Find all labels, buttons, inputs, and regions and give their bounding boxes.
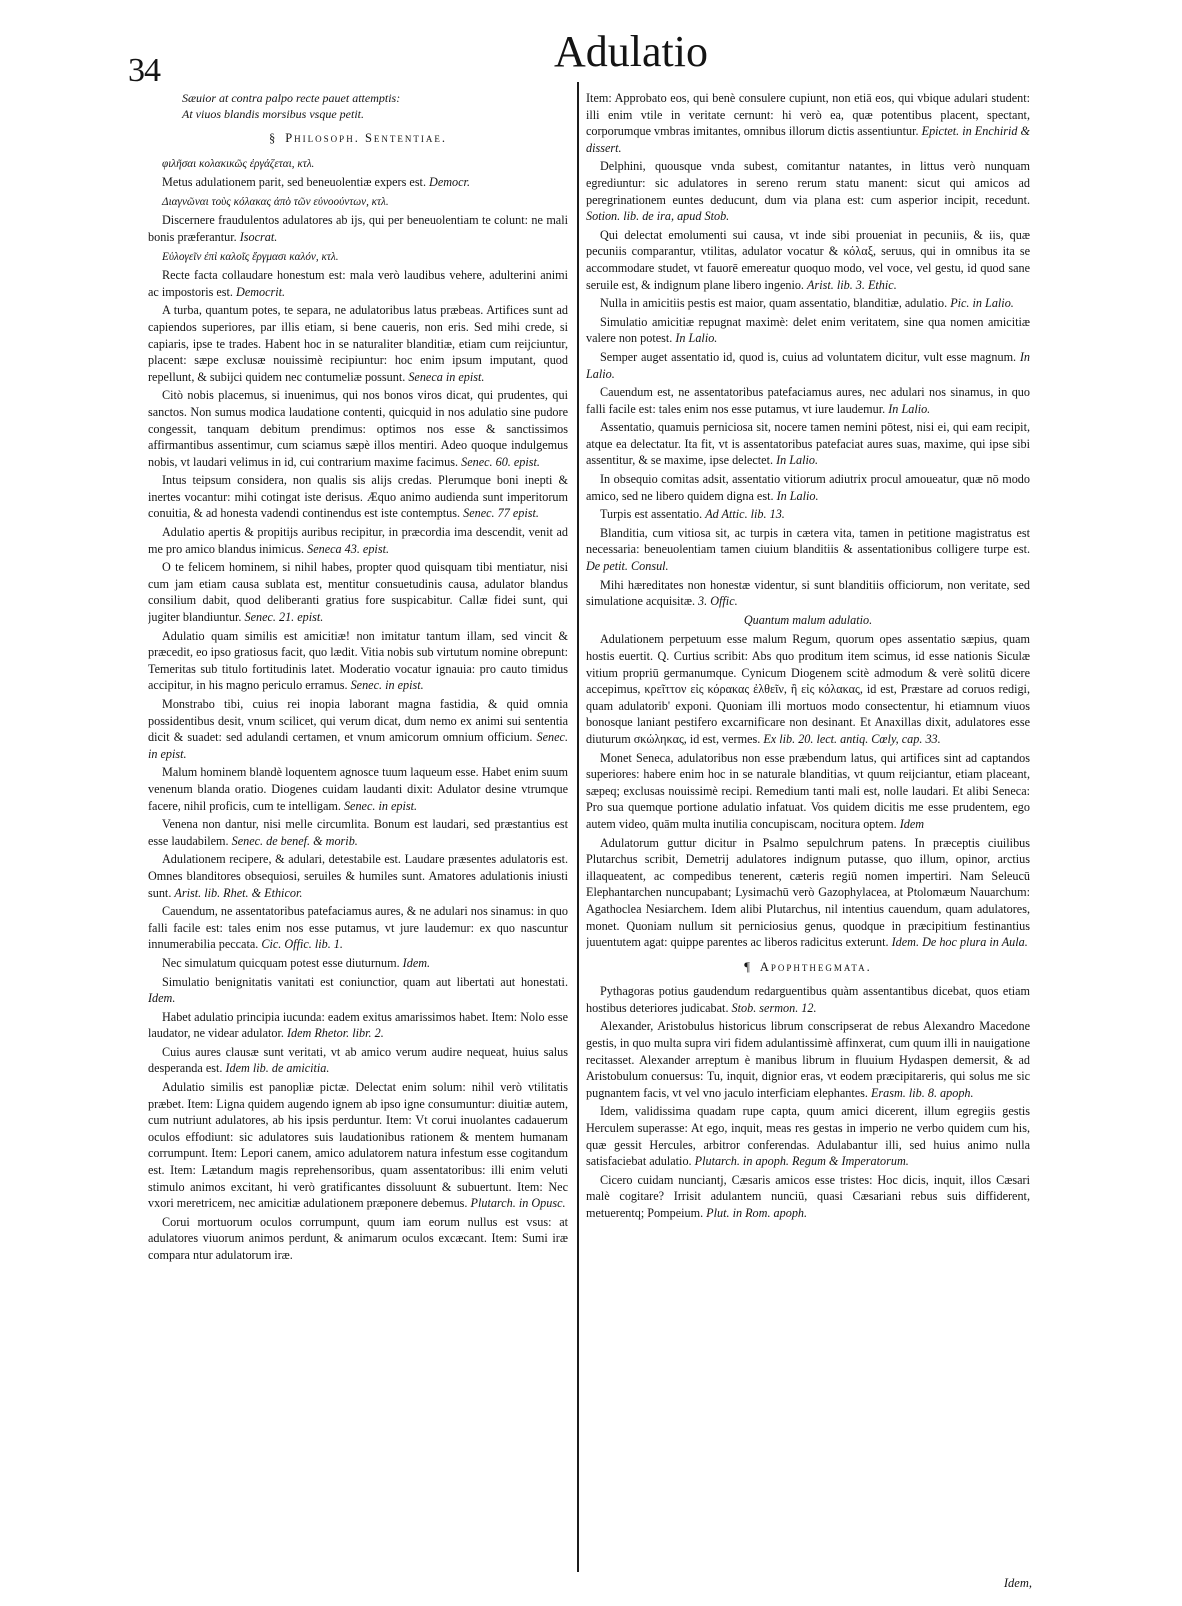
paragraph [586, 471, 1030, 504]
source-citation: Arist. lib. 3. Ethic. [807, 277, 897, 292]
paragraph [148, 764, 568, 814]
paragraph [148, 174, 568, 191]
paragraph-text: Intus teipsum considera, non qualis sis alijs credas. Plerumque boni inepti & inertes vocantur: mihi cotingat iste derisus. Æquo animo audienda sunt imperitorum conuitia, & ad honesta vadendi continendus est iste contemptus. [148, 473, 568, 521]
paragraph-text: Mihi hæreditates non honestæ videntur, si sunt blanditiis officiorum, non veritate, sed simulatione acquisitæ. [586, 577, 1030, 609]
paragraph [148, 974, 568, 1007]
paragraph [586, 835, 1030, 951]
paragraph [586, 295, 1030, 312]
paragraph [148, 155, 568, 173]
source-citation: Sotion. lib. de ira, apud Stob. [586, 209, 730, 224]
source-citation: Senec. de benef. & morib. [231, 833, 358, 848]
left-paragraphs [148, 155, 568, 1264]
paragraph [148, 1009, 568, 1042]
paragraph-text: Simulatio benignitatis vanitati est coniunctior, quam aut libertati aut honestati. [162, 974, 568, 989]
paragraph [586, 349, 1030, 382]
right-paragraphs-2 [586, 631, 1030, 950]
paragraph-text: In obsequio comitas adsit, assentatio vitiorum adiutrix procul amoueatur, quæ nō modo amico, sed ne libero quidem digna est. [586, 472, 1030, 503]
source-citation: Idem. [402, 955, 431, 970]
paragraph-text: Cauendum est, ne assentatoribus patefaciamus aures, nec adulari nos sinamus, in quo falli facile est: tales enim nos esse putamus, vt iure laudemur. [586, 385, 1030, 416]
greek-text: φιλῆσαι κολακικῶς ἐργάζεται, κτλ. [162, 157, 315, 170]
source-citation: Senec. in epist. [148, 730, 568, 761]
paragraph [148, 816, 568, 849]
paragraph [586, 90, 1030, 156]
paragraph-text: Venena non dantur, nisi melle circumlita. Bonum est laudari, sed præstantius est esse laudabilem. [148, 817, 568, 848]
paragraph-text: Corui mortuorum oculos corrumpunt, quum iam eorum nullus est vsus: at adulatores viuorum animos perdunt, & animarum oculos excæcant. Item: Sumi iræ compara ntur adulatorum iræ. [148, 1214, 568, 1262]
source-citation: Ex lib. 20. lect. antiq. Cœly, cap. 33. [763, 731, 941, 746]
paragraph [586, 577, 1030, 610]
greek-text: Εὐλογεῖν ἐπὶ καλοῖς ἔργμασι καλόν, κτλ. [162, 250, 339, 263]
paragraph-text: Monet Seneca, adulatoribus non esse præbendum latus, qui artifices sint ad captandos superiores: habere enim hoc in se naturale blanditias, vt quum reijciantur, etiam placeant, sæpeq; exclusas nouissimè recipi. Remedium tanti mali est, nolle laudari. Et alibi Seneca: Pro sua quemque portione adulatio infatuat. Vos quidem dicitis me esse prudentem, ego autem video, quām multa inutilia concupiscam, nocitura optem. [586, 750, 1030, 831]
paragraph [586, 419, 1030, 469]
source-citation: Plutarch. in apoph. Regum & Imperatorum. [694, 1154, 909, 1169]
source-citation: Isocrat. [239, 229, 278, 244]
source-citation: Plutarch. in Opusc. [470, 1196, 566, 1211]
source-citation: Senec. 77 epist. [463, 506, 539, 521]
paragraph [148, 472, 568, 522]
paragraph-text: Recte facta collaudare honestum est: mala verò laudibus vehere, adulterini animi ac impostoris est. [148, 268, 568, 299]
right-paragraphs [586, 90, 1030, 610]
paragraph-text: Qui delectat emolumenti sui causa, vt inde sibi proueniat in pecuniis, & iis, quæ pecuniis comparantur, vtilitas, adulator vocatur & κόλαξ, seruus, qui in omnibus ita se accommodare studet, vt fauorē emereatur quoquo modo, vel voce, vel gestu, id quod sane seruile est, & indignum plane libero ingenio. [586, 227, 1030, 292]
source-citation: Pic. in Lalio. [950, 296, 1014, 311]
source-citation: Seneca 43. epist. [307, 541, 389, 556]
paragraph-text: Pythagoras potius gaudendum redarguentibus quàm assentantibus dicebat, quos etiam hostibus deteriores judicabat. [586, 984, 1030, 1015]
source-citation: Senec. in epist. [343, 798, 418, 813]
source-citation: Senec. in epist. [350, 678, 424, 693]
right-paragraphs-3 [586, 983, 1030, 1221]
paragraph-text: Semper auget assentatio id, quod is, cuius ad voluntatem dicitur, vult esse magnum. [600, 349, 1017, 364]
paragraph-text: Alexander, Aristobulus historicus librum conscripserat de rebus Alexandro Macedone gestis, in quo multa supra viri fidem adulantissimè affinxerat, cum quum illi in nauigatione recitasset. Alexander arreptum è manibus librum in fluuium Hydaspen demersit, & ad Aristobulum conuersus: Tu, inquit, dignior eras, vt eodem præcipitareris, qui solus me sic pugnantem facis, vt vel vno jaculo interficiam elephantes. [586, 1019, 1030, 1100]
catchword: Idem, [1003, 1576, 1032, 1590]
right-column [586, 90, 1030, 1570]
paragraph-text: Turpis est assentatio. [600, 507, 703, 522]
source-citation: Erasm. lib. 8. apoph. [870, 1085, 974, 1100]
paragraph [148, 559, 568, 625]
paragraph [148, 212, 568, 245]
paragraph-text: O te felicem hominem, si nihil habes, propter quod quisquam tibi mentiatur, nisi cum jam etiam causa sublata est, mentitur consuetudinis causa, adulator blandus consilium dabit, quod deliberanti gratius fore suspicabitur. Callæ fidei sunt, qui jugiter blandiuntur. [148, 560, 568, 625]
column-divider [577, 82, 579, 1572]
paragraph [586, 227, 1030, 293]
paragraph [148, 387, 568, 470]
paragraph [586, 631, 1030, 747]
paragraph-text: Cicero cuidam nunciantj, Cæsaris amicos esse tristes: Hoc dicis, inquit, illos Cæsari malè cogitare? Irrisit adulantem nunciū, quasi Cæsariani rebus suis diffiderent, metuerentq; Pompeium. [586, 1172, 1030, 1220]
paragraph-text: Delphini, quousque vnda subest, comitantur natantes, in littus verò nunquam egrediuntur: sic adulatores in sereno rerum statu manent: sicut qui amicos ad peregrinationem euntes deducunt, dum via plana est: cum asperior incipit, recedunt. [586, 159, 1030, 207]
paragraph [586, 1103, 1030, 1169]
verse-line: At viuos blandis morsibus vsque petit. [182, 107, 364, 121]
verse-line: Sæuior at contra palpo recte pauet attemptis: [182, 91, 401, 105]
paragraph [148, 267, 568, 300]
page-title: Adulatio [554, 27, 708, 76]
paragraph-text: Adulationem recipere, & adulari, detestabile est. Laudare præsentes adulatoris est. Omnes blanditores obsequiosi, seruiles & humiles sunt. Amatores adulationis iniusti sunt. [148, 852, 568, 900]
paragraph-text: Nec simulatum quicquam potest esse diuturnum. [162, 955, 400, 970]
greek-text: Διαγνῶναι τοὺς κόλακας ἀπὸ τῶν εὐνοούντων, κτλ. [162, 195, 389, 208]
paragraph-text: Adulatorum guttur dicitur in Psalmo sepulchrum patens. In præceptis ciuilibus Plutarchus scribit, Demetrij adulatores indignum putasse, quo illum, opinor, arctius illaqueatent, ac compedibus tenerent, cæteris regiū nomen impertiri. Nam Seleucū Elephantarchen nuncupabant; Lysimachū verò Gazophylacea, at Ptolomæum Nauarchum: Agathoclea Nesiarchem. Idem alibi Plutarchus, nil intentius cauendum, quam adulatores, monet. Quoniam nullum sit perniciosius genus, quodque in præcipitium festinantius juuentutem agat: quippe parentes ac liberos radicitus exterunt. [586, 835, 1030, 950]
source-citation: Idem lib. de amicitia. [225, 1061, 330, 1076]
paragraph [148, 193, 568, 211]
paragraph [586, 750, 1030, 833]
paragraph-text: Monstrabo tibi, cuius rei inopia laborant magna fastidia, & quid omnia possidentibus desit, vnum scilicet, qui verum dicat, dum nemo ex animi sui sententia dicit & suadet: sed adulandi certamen, et vnum amicorum omnium officium. [148, 697, 568, 745]
section-mark-icon: ¶ [744, 959, 752, 974]
paragraph-text: Habet adulatio principia iucunda: eadem exitus amarissimos habet. Item: Nolo esse laudator, ne videar adulator. [148, 1009, 568, 1041]
paragraph [148, 903, 568, 953]
paragraph-text: Discernere fraudulentos adulatores ab ijs, qui per beneuolentiam te colunt: ne mali bonis præferantur. [148, 213, 568, 244]
paragraph [148, 955, 568, 972]
source-citation: Democr. [429, 175, 470, 190]
source-citation: In Lalio. [888, 401, 931, 416]
source-citation: Arist. lib. Rhet. & Ethicor. [174, 885, 303, 900]
source-citation: Stob. sermon. 12. [731, 1000, 817, 1015]
source-citation: Democrit. [236, 284, 286, 299]
source-citation: In Lalio. [586, 349, 1030, 381]
paragraph-text: Cuius aures clausæ sunt veritati, vt ab amico verum audire nequeat, huius salus desperanda est. [148, 1044, 568, 1076]
source-citation: Seneca in epist. [408, 369, 485, 384]
source-citation: 3. Offic. [698, 594, 738, 609]
paragraph [148, 696, 568, 762]
section-heading-philosoph: § Philosoph. Sententiae. [268, 131, 447, 145]
source-citation: Cic. Offic. lib. 1. [261, 937, 343, 952]
source-citation: Idem. De hoc plura in Aula. [891, 935, 1028, 950]
paragraph-text: Adulatio similis est panopliæ pictæ. Delectat enim solum: nihil verò vtilitatis præbet. Item: Ligna quidem augendo ignem ab ipso igne consumuntur: diuitiæ autem, cum nutriunt adulatores, ab his ipsis perduntur. Item: Vt corui inuolantes cadauerum oculos effodiunt: sic adulatores suis laudationibus rationem & mentem humanam corrumpunt. Item: Lepori canem, amico adulatorem natura infestum esse cogitandum est. Item: Lætandum magis reprehensoribus, quam assentatoribus: illi enim veluti stimulo animos excitant, hi verò gratificantes dissoluunt & subuertunt. Item: Nec vxori meretricem, nec amicitiæ adulationem præponere debemus. [148, 1080, 568, 1211]
source-citation: Epictet. in Enchirid & dissert. [586, 124, 1030, 155]
sub-heading: Quantum malum adulatio. [743, 612, 873, 627]
paragraph [148, 628, 568, 694]
source-citation: Plut. in Rom. apoph. [706, 1206, 808, 1220]
paragraph [148, 1044, 568, 1077]
paragraph [586, 314, 1030, 347]
paragraph-text: Adulatio quam similis est amicitiæ! non imitatur tantum illam, sed vincit & præcedit, eo ipso gratiosus facit, quo lædit. Vitia nobis sub virtutum nomine obrepunt: Temeritas sub titulo fortitudinis latet. Moderatio vocatur ignauia: pro cauto timidus accipitur, in his magno periculo erramus. [148, 628, 568, 693]
source-citation: Senec. 60. epist. [461, 454, 540, 469]
paragraph [148, 1079, 568, 1212]
paragraph-text: Blanditia, cum vitiosa sit, ac turpis in cætera vita, tamen in petitione magistratus est necessaria: beneuolentiam tamen ciuium blanditiis & assentationibus colligere turpe est. [586, 525, 1030, 557]
paragraph [586, 525, 1030, 575]
source-citation: In Lalio. [675, 331, 718, 346]
paragraph [148, 524, 568, 557]
paragraph [586, 506, 1030, 523]
paragraph [586, 983, 1030, 1016]
paragraph-text: Adulatio apertis & propitijs auribus recipitur, in præcordia ima descendit, venit ad me pro amico blandus inimicus. [148, 525, 568, 556]
paragraph-text: Adulationem perpetuum esse malum Regum, quorum opes assentatio sæpius, quam hostis euertit. Q. Curtius scribit: Abs quo proditum item scimus, id esse nationis Siculæ vitium propriū germanumque. Cynicum Diogenem scitè admodum & verè solitū dicere accepimus, κρεῖττον εἰς κόρακας ἐλθεῖν, ἢ εἰς κόλακας, id est, Præstare ad coruos redigi, quam adulatorib' exponi. Quoniam illi mortuos modo consectentur, hi etiamnum viuos bonosque laniant pestifero excarnificare non desinant. Et Anaxillas dixit, adulatores esse diuturum σκώληκας, id est, vermes. [586, 632, 1030, 746]
source-citation: Ad Attic. lib. 13. [705, 507, 785, 522]
paragraph [148, 302, 568, 385]
paragraph-text: Assentatio, quamuis perniciosa sit, nocere tamen nemini pōtest, nisi ei, qui eam recipit, atque ea delectatur. Ita fit, vt is assentatoribus patefaciat aures suas, maxime, qui ipse sibi assentitur, & se maxime, ipse delectet. [586, 420, 1030, 468]
paragraph [148, 248, 568, 266]
source-citation: Idem Rhetor. libr. 2. [286, 1026, 384, 1041]
paragraph-text: A turba, quantum potes, te separa, ne adulatoribus latus præbeas. Artifices sunt ad capiendos superiores, par illis etiam, si bene caueris, non eris. Sed mihi crede, si capiaris, ipse te trades. Habent hoc in se naturaliter blanditiæ, etiam cum reijciuntur, placent: sæpe exclusæ nouissimè recipiuntur: hoc enim ipsum imputant, quod repellunt, & subijci quidem nec contumeliæ possunt. [148, 303, 568, 384]
section-mark-icon: § [268, 131, 278, 145]
source-citation: De petit. Consul. [586, 559, 669, 574]
paragraph-text: Idem, validissima quadam rupe capta, quum amici dicerent, illum egregiis gestis Herculem superasse: At ego, inquit, meas res gestas in imperio ne verbo quidem cum his, quæ gessit Hercules, arbitror conferendas. Adulabantur illi, sed huius animo nulla satisfaciebat adulatio. [586, 1104, 1030, 1169]
paragraph-text: Item: Approbato eos, qui benè consulere cupiunt, non etiā eos, qui vbique adulari student: illi enim vtile in veritate cernunt: hi verò ea, quæ potentibus placent, spectant, corporumque vmbras imitantes, omnibus illorum dictis assentiuntur. [586, 91, 1030, 139]
source-citation: In Lalio. [776, 453, 819, 468]
paragraph-text: Citò nobis placemus, si inuenimus, qui nos bonos viros dicat, qui prudentes, qui sanctos. Non sumus modica laudatione contenti, quicquid in nos adulatio sine pudore congessit, tanquam debitum prendimus: optimos nos esse & sanctissimos affirmantibus assentimur, cum sciamus sæpè illos mentiri. Adeo quoque indulgemus nobis, vt laudari velimus in id, cui contrarium maxime facimus. [148, 388, 568, 469]
paragraph-text: Metus adulationem parit, sed beneuolentiæ expers est. [162, 175, 426, 190]
page-number: 34 [128, 52, 160, 89]
source-citation: In Lalio. [776, 488, 819, 503]
paragraph [586, 158, 1030, 224]
paragraph [586, 1018, 1030, 1101]
paragraph-text: Malum hominem blandè loquentem agnosce tuum laqueum esse. Habet enim suum venenum blanda oratio. Diogenes cuidam laudanti dixit: Adulator desine vtrumque facere, nihil proficis, cum te intelligam. [148, 765, 568, 813]
paragraph [148, 851, 568, 901]
paragraph [148, 1214, 568, 1264]
section-heading-apophthegmata: ¶ Apophthegmata. [744, 959, 872, 974]
paragraph-text: Simulatio amicitiæ repugnat maximè: delet enim veritatem, sine qua nomen amicitiæ valere non potest. [586, 314, 1030, 346]
paragraph [586, 384, 1030, 417]
paragraph-text: Nulla in amicitiis pestis est maior, quam assentatio, blanditiæ, adulatio. [600, 296, 948, 311]
source-citation: Idem. [148, 991, 176, 1006]
source-citation: Senec. 21. epist. [244, 610, 324, 625]
left-column [148, 90, 568, 1570]
paragraph [586, 1172, 1030, 1222]
source-citation: Idem [899, 816, 925, 831]
paragraph-text: Cauendum, ne assentatoribus patefaciamus aures, & ne adulari nos sinamus: in quo falli facile est: tales enim nos esse putamus, vt jure laudemur: ex quo nascuntur innumerabilia peccata. [148, 904, 568, 952]
